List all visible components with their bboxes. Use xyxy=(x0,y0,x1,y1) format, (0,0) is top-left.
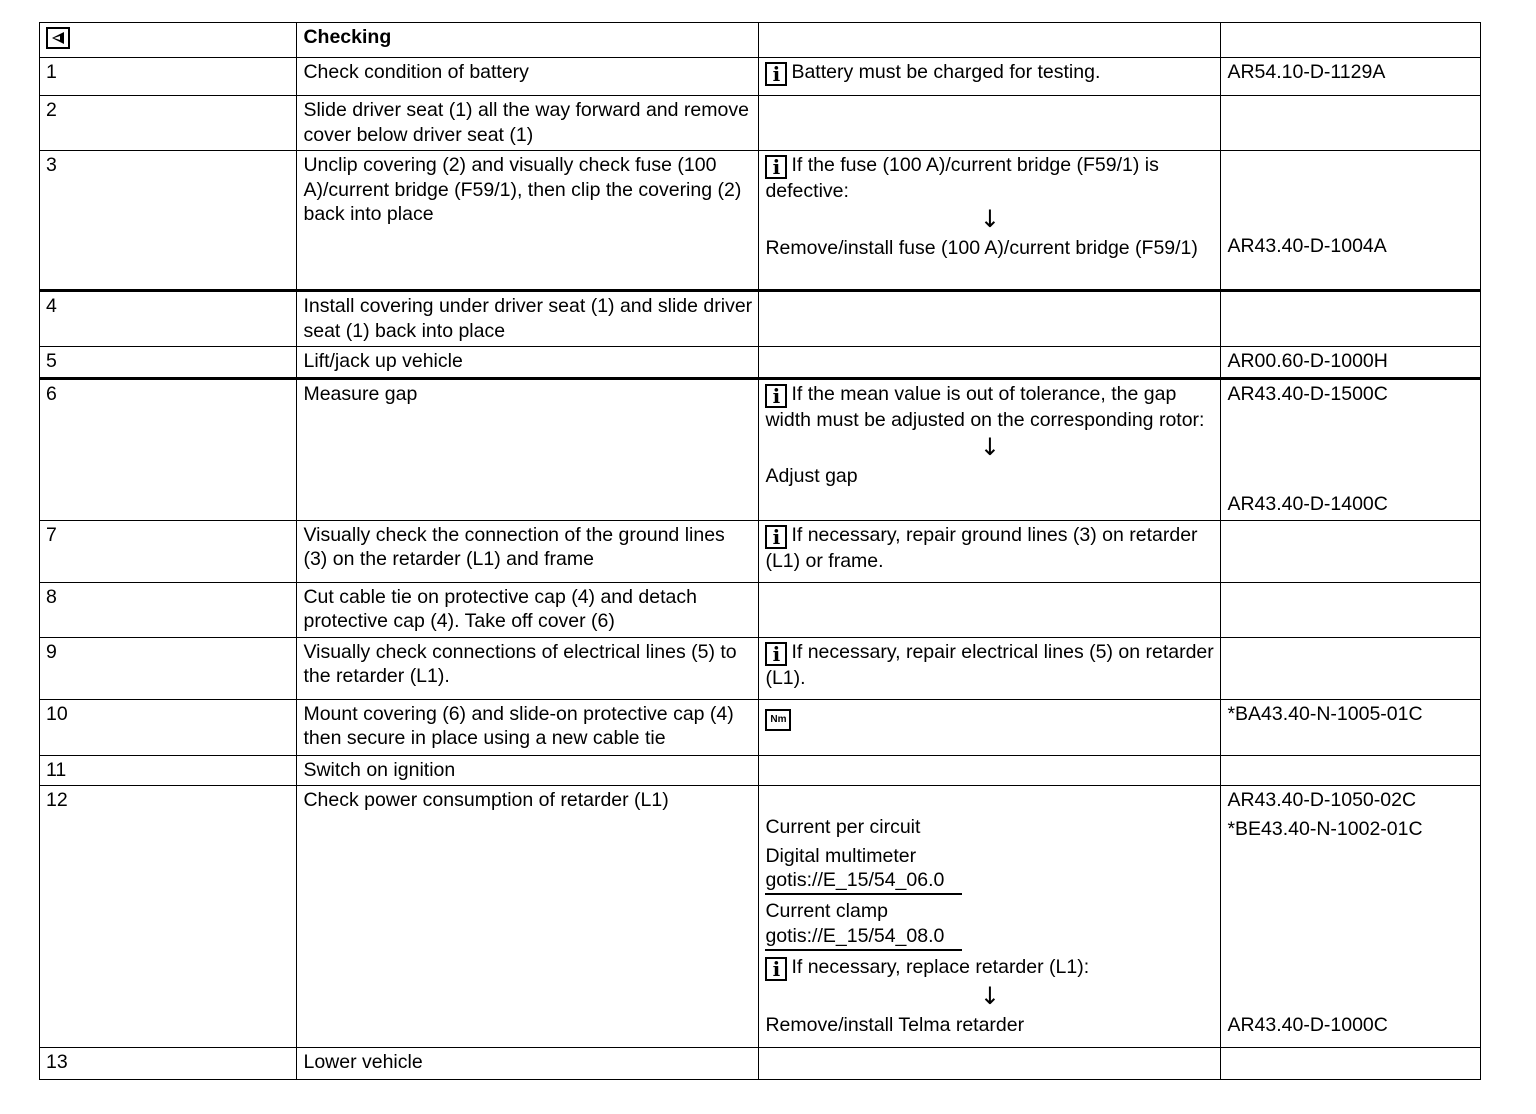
step-action: Measure gap xyxy=(297,378,759,520)
followup-action: Remove/install fuse (100 A)/current bridge (F59/1) xyxy=(765,236,1198,259)
back-cell[interactable] xyxy=(40,23,297,58)
followup-action: Remove/install Telma retarder xyxy=(765,1013,1025,1036)
info-icon: i xyxy=(765,525,787,549)
step-note: i If the mean value is out of tolerance, the gap width must be adjusted on the corresponding rotor: ↓ Adjust gap xyxy=(759,378,1221,520)
step-number: 5 xyxy=(40,347,297,379)
step-action: Check condition of battery xyxy=(297,58,759,96)
step-number: 11 xyxy=(40,755,297,786)
down-arrow-icon: ↓ xyxy=(979,433,1000,461)
step-number: 13 xyxy=(40,1048,297,1080)
step-action: Switch on ignition xyxy=(297,755,759,786)
step-note: i Battery must be charged for testing. xyxy=(759,58,1221,96)
step-number: 12 xyxy=(40,786,297,1048)
step-action: Cut cable tie on protective cap (4) and detach protective cap (4). Take off cover (6) xyxy=(297,582,759,637)
step-reference[interactable]: AR43.40-D-1050-02C *BE43.40-N-1002-01C AR43.40-D-1000C xyxy=(1221,786,1481,1048)
table-row xyxy=(40,637,1481,699)
step-number: 7 xyxy=(40,520,297,582)
step-note[interactable] xyxy=(759,699,1221,755)
table-row xyxy=(40,520,1481,582)
step-number: 6 xyxy=(40,378,297,520)
step-reference[interactable]: AR00.60-D-1000H xyxy=(1221,347,1481,379)
step-action: Mount covering (6) and slide-on protective cap (4) then secure in place using a new cable tie xyxy=(297,699,759,755)
step-action: Visually check the connection of the ground lines (3) on the retarder (L1) and frame xyxy=(297,520,759,582)
table-row xyxy=(40,582,1481,637)
info-icon: i xyxy=(765,155,787,179)
torque-nm-icon[interactable]: Nm xyxy=(765,709,791,731)
table-row xyxy=(40,58,1481,96)
step-action: Lower vehicle xyxy=(297,1048,759,1080)
step-action: Check power consumption of retarder (L1) xyxy=(297,786,759,1048)
step-note: i If necessary, repair ground lines (3) on retarder (L1) or frame. xyxy=(759,520,1221,582)
section-title: Checking xyxy=(297,23,759,58)
step-action: Lift/jack up vehicle xyxy=(297,347,759,379)
tool-name: Current clamp xyxy=(765,900,888,922)
tool-link[interactable]: gotis://E_15/54_08.0 xyxy=(765,925,962,951)
step-action: Visually check connections of electrical lines (5) to the retarder (L1). xyxy=(297,637,759,699)
step-reference[interactable]: *BA43.40-N-1005-01C xyxy=(1221,699,1481,755)
table-row xyxy=(40,151,1481,291)
down-arrow-icon: ↓ xyxy=(979,204,1000,233)
table-row xyxy=(40,96,1481,151)
current-per-circuit-label: Current per circuit xyxy=(765,816,921,838)
table-row xyxy=(40,347,1481,379)
step-action: Unclip covering (2) and visually check fuse (100 A)/current bridge (F59/1), then clip the covering (2) back into place xyxy=(297,151,759,291)
step-action: Install covering under driver seat (1) and slide driver seat (1) back into place xyxy=(297,291,759,347)
step-reference[interactable]: AR54.10-D-1129A xyxy=(1221,58,1481,96)
step-note: Current per circuit Digital multimeter gotis://E_15/54_06.0 Current clamp gotis://E_15/54_08.0 i If necessary, replace retarder (L1): ↓ Remove/install Telma retarder xyxy=(759,786,1221,1048)
table-row xyxy=(40,755,1481,786)
step-note: i If necessary, repair electrical lines (5) on retarder (L1). xyxy=(759,637,1221,699)
step-number: 9 xyxy=(40,637,297,699)
table-row xyxy=(40,786,1481,1048)
info-icon: i xyxy=(765,62,787,86)
step-number: 2 xyxy=(40,96,297,151)
down-arrow-icon: ↓ xyxy=(979,981,1000,1010)
table-row xyxy=(40,291,1481,347)
table-row xyxy=(40,378,1481,520)
table-row xyxy=(40,699,1481,755)
procedure-table xyxy=(39,22,1481,1080)
step-action: Slide driver seat (1) all the way forward and remove cover below driver seat (1) xyxy=(297,96,759,151)
step-number: 10 xyxy=(40,699,297,755)
step-number: 3 xyxy=(40,151,297,291)
step-number: 1 xyxy=(40,58,297,96)
checking-procedure-sheet xyxy=(39,22,1481,1078)
table-row xyxy=(40,1048,1481,1080)
info-icon: i xyxy=(765,957,787,981)
step-note: i If the fuse (100 A)/current bridge (F59/1) is defective: ↓ Remove/install fuse (100 A)/current bridge (F59/1) xyxy=(759,151,1221,291)
tool-link[interactable]: gotis://E_15/54_06.0 xyxy=(765,869,962,895)
step-reference[interactable]: AR43.40-D-1500C AR43.40-D-1400C xyxy=(1221,378,1481,520)
info-icon: i xyxy=(765,642,787,666)
step-number: 4 xyxy=(40,291,297,347)
step-number: 8 xyxy=(40,582,297,637)
header-row xyxy=(40,23,1481,58)
back-triangle-icon[interactable] xyxy=(46,27,70,49)
step-reference[interactable]: AR43.40-D-1004A xyxy=(1221,151,1481,291)
followup-action: Adjust gap xyxy=(765,465,858,487)
tool-name: Digital multimeter xyxy=(765,844,917,867)
info-icon: i xyxy=(765,384,787,408)
